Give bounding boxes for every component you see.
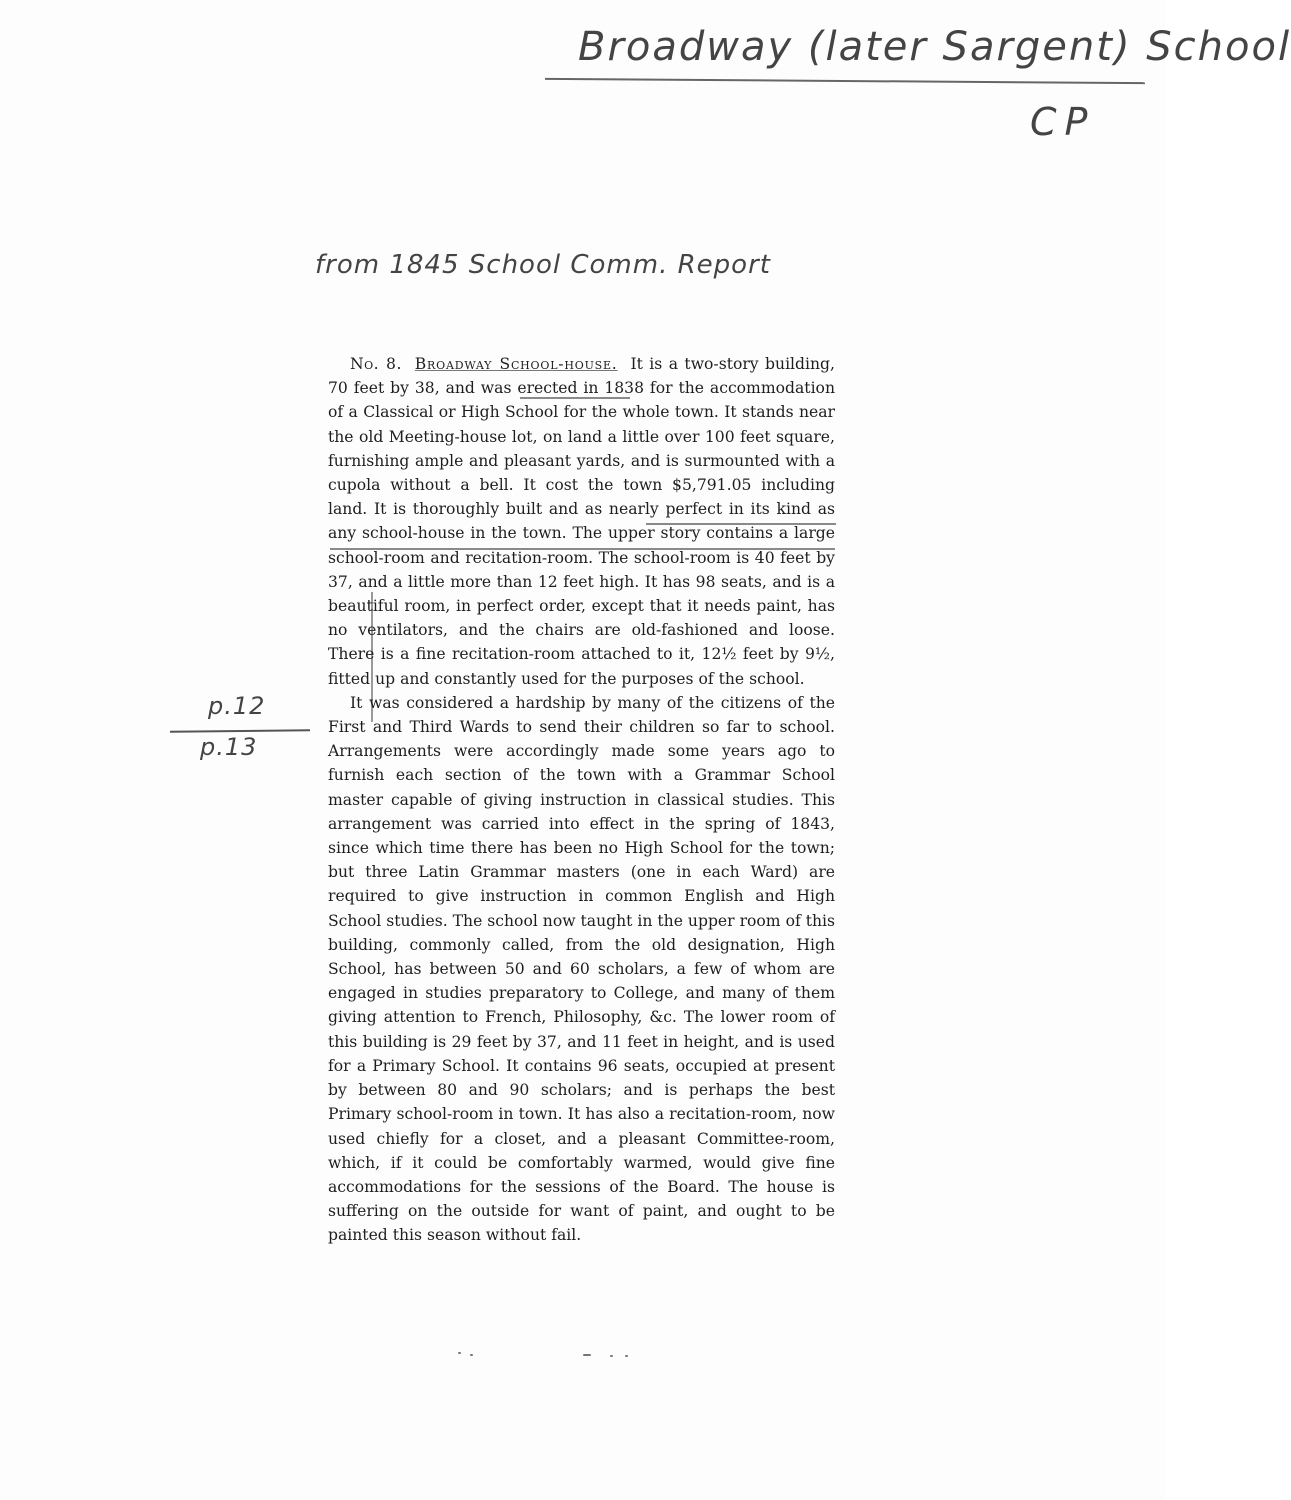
scan-speck xyxy=(583,1354,591,1356)
report-paragraph xyxy=(328,691,835,1248)
scan-speck xyxy=(458,1352,461,1354)
handwritten-initials: CP xyxy=(1030,100,1096,144)
scan-speck xyxy=(470,1354,473,1356)
entry-heading: Broadway School-house. xyxy=(414,355,618,373)
page-marker-before: p.12 xyxy=(208,692,266,720)
handwritten-source-note: from 1845 School Comm. Report xyxy=(315,250,771,280)
scan-speck xyxy=(625,1355,628,1357)
report-excerpt xyxy=(328,352,835,1248)
paragraph-text: It is a two-story building, 70 feet by 38, and was erected in 1838 for the accommodation of a Classical or High School for the whole town. It stands near the old Meeting-house lot, on land a little over 100 feet square, furnishing ample and pleasant yards, and is surmounted with a cupola without a bell. It cost the town $5,791.05 including land. It is thoroughly built and as nearly perfect in its kind as any school-house in the town. The upper story contains a large school-room and recitation-room. The school-room is 40 feet by 37, and a little more than 12 feet high. It has 98 seats, and is a beautiful room, in perfect order, except that it needs paint, has no ventilators, and the chairs are old-fashioned and loose. There is a fine recitation-room attached to it, 12½ feet by 9½, fitted up and constantly used for the purposes of the school. xyxy=(328,355,835,688)
scan-speck xyxy=(610,1355,613,1357)
handwritten-title: Broadway (later Sargent) School xyxy=(578,24,1291,70)
report-paragraph xyxy=(328,352,835,691)
paragraph-text: It was considered a hardship by many of the citizens of the First and Third Wards to send their children so far to school. Arrangements were accordingly made some years ago to furnish each section of the town with a Grammar School master capable of giving instruction in classical studies. This arrangement was carried into effect in the spring of 1843, since which time there has been no High School for the town; but three Latin Grammar masters (one in each Ward) are required to give instruction in common English and High School studies. The school now taught in the upper room of this building, commonly called, from the old designation, High School, has between 50 and 60 scholars, a few of whom are engaged in studies preparatory to College, and many of them giving attention to French, Philosophy, &c. The lower room of this building is 29 feet by 37, and 11 feet in height, and is used for a Primary School. It contains 96 seats, occupied at present by between 80 and 90 scholars; and is perhaps the best Primary school-room in town. It has also a recitation-room, now used chiefly for a closet, and a pleasant Committee-room, which, if it could be comfortably warmed, would give fine accommodations for the sessions of the Board. The house is suffering on the outside for want of paint, and ought to be painted this season without fail. xyxy=(328,693,835,1245)
entry-number: No. 8. xyxy=(350,355,402,373)
title-underline xyxy=(545,78,1145,84)
page-marker-after: p.13 xyxy=(200,733,258,761)
